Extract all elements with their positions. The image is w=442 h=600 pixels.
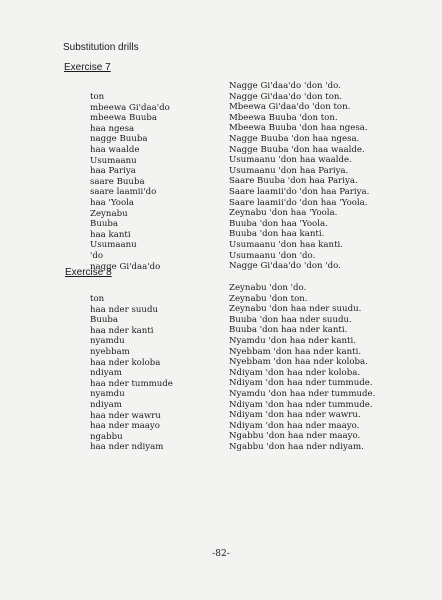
exercise-7-response-list bbox=[229, 81, 369, 272]
cue-item: saare Buuba bbox=[90, 176, 145, 187]
response-item: Usumaanu 'don haa kanti. bbox=[229, 239, 344, 250]
response-item: Zeynabu 'don ton. bbox=[229, 293, 308, 304]
cue-item: haa nder kanti bbox=[90, 325, 154, 336]
cue-item: mbeewa Buuba bbox=[90, 113, 158, 124]
cue-item: ngabbu bbox=[90, 431, 123, 442]
response-item: Mbeewa Buuba 'don ton. bbox=[229, 112, 338, 123]
exercise-7-title: Exercise 7 bbox=[64, 62, 111, 73]
response-item: Ngabbu 'don haa nder maayo. bbox=[229, 431, 361, 442]
response-item: Buuba 'don haa nder kanti. bbox=[229, 325, 348, 336]
cue-item: Buuba bbox=[90, 219, 119, 230]
response-item: Usumaanu 'don 'do. bbox=[229, 250, 316, 261]
response-item: Mbeewa Buuba 'don haa ngesa. bbox=[229, 123, 368, 134]
response-item: Buuba 'don haa nder suudu. bbox=[229, 314, 352, 325]
response-item: Ndiyam 'don haa nder tummude. bbox=[229, 378, 373, 389]
cue-item: haa nder tummude bbox=[90, 378, 173, 389]
cue-item: Buuba bbox=[90, 315, 119, 326]
cue-item: nagge Gi'daa'do bbox=[90, 261, 161, 272]
response-item: Nagge Buuba 'don haa waalde. bbox=[229, 144, 365, 155]
response-item: Usumaanu 'don haa waalde. bbox=[229, 155, 352, 166]
response-item: Saare Buuba 'don haa Pariya. bbox=[229, 176, 358, 187]
response-item: Saare laamii'do 'don haa 'Yoola. bbox=[229, 197, 368, 208]
response-item: Ndiyam 'don haa nder tummude. bbox=[229, 399, 373, 410]
cue-item: haa Pariya bbox=[90, 166, 136, 177]
cue-item: haa nder suudu bbox=[90, 304, 158, 315]
exercise-8-response-list bbox=[229, 283, 375, 453]
response-item: Zeynabu 'don haa nder suudu. bbox=[229, 304, 362, 315]
response-item: Nyamdu 'don haa nder kanti. bbox=[229, 335, 356, 346]
response-item: Usumaanu 'don haa Pariya. bbox=[229, 165, 349, 176]
cue-item: 'do bbox=[90, 250, 104, 261]
response-item: Nagge Gi'daa'do 'don 'do. bbox=[229, 261, 341, 272]
cue-item: haa waalde bbox=[90, 144, 140, 155]
exercise-8-cue-list bbox=[90, 294, 173, 453]
cue-item: haa nder ndiyam bbox=[90, 442, 164, 453]
cue-item: haa nder koloba bbox=[90, 357, 161, 368]
cue-item: nagge Buuba bbox=[90, 134, 148, 145]
cue-item: ton bbox=[90, 92, 105, 102]
response-item: Ndiyam 'don haa nder maayo. bbox=[229, 420, 360, 431]
cue-item: nyamdu bbox=[90, 336, 125, 347]
response-item: Zeynabu 'don haa 'Yoola. bbox=[229, 208, 338, 219]
cue-item: haa ngesa bbox=[90, 123, 135, 134]
response-item: Nyamdu 'don haa nder tummude. bbox=[229, 388, 376, 399]
response-item: Buuba 'don haa kanti. bbox=[229, 229, 325, 240]
response-item: Buuba 'don haa 'Yoola. bbox=[229, 218, 328, 229]
page-number: -82- bbox=[212, 549, 230, 559]
response-item: Mbeewa Gi'daa'do 'don ton. bbox=[229, 102, 351, 113]
cue-item: mbeewa Gi'daa'do bbox=[90, 102, 170, 113]
cue-item: Zeynabu bbox=[90, 208, 128, 219]
response-item: Ngabbu 'don haa nder ndiyam. bbox=[229, 441, 364, 452]
cue-item: haa nder maayo bbox=[90, 421, 160, 432]
response-item: Ndiyam 'don haa nder koloba. bbox=[229, 367, 361, 378]
exercise-8-title: Exercise 8 bbox=[65, 267, 112, 278]
cue-item: ton bbox=[90, 294, 105, 304]
cue-item: ndiyam bbox=[90, 368, 122, 379]
cue-item: nyamdu bbox=[90, 389, 125, 400]
cue-item: haa nder wawru bbox=[90, 410, 161, 421]
cue-item: ndiyam bbox=[90, 399, 122, 410]
exercise-7-cue-list bbox=[90, 92, 170, 272]
cue-item: haa 'Yoola bbox=[90, 197, 135, 208]
response-item: Nyebbam 'don haa nder koloba. bbox=[229, 357, 368, 368]
cue-item: saare laamii'do bbox=[90, 187, 157, 198]
response-item: Ndiyam 'don haa nder wawru. bbox=[229, 410, 361, 421]
cue-item: Usumaanu bbox=[90, 240, 137, 251]
page-heading: Substitution drills bbox=[63, 42, 139, 53]
response-item: Saare laamii'do 'don haa Pariya. bbox=[229, 186, 370, 197]
cue-item: Usumaanu bbox=[90, 155, 137, 166]
response-item: Nagge Gi'daa'do 'don ton. bbox=[229, 91, 343, 102]
response-item: Nagge Gi'daa'do 'don 'do. bbox=[229, 81, 341, 91]
response-item: Zeynabu 'don 'do. bbox=[229, 283, 307, 293]
cue-item: nyebbam bbox=[90, 346, 130, 357]
response-item: Nagge Buuba 'don haa ngesa. bbox=[229, 133, 360, 144]
cue-item: haa kanti bbox=[90, 229, 131, 240]
response-item: Nyebbam 'don haa nder kanti. bbox=[229, 346, 362, 357]
